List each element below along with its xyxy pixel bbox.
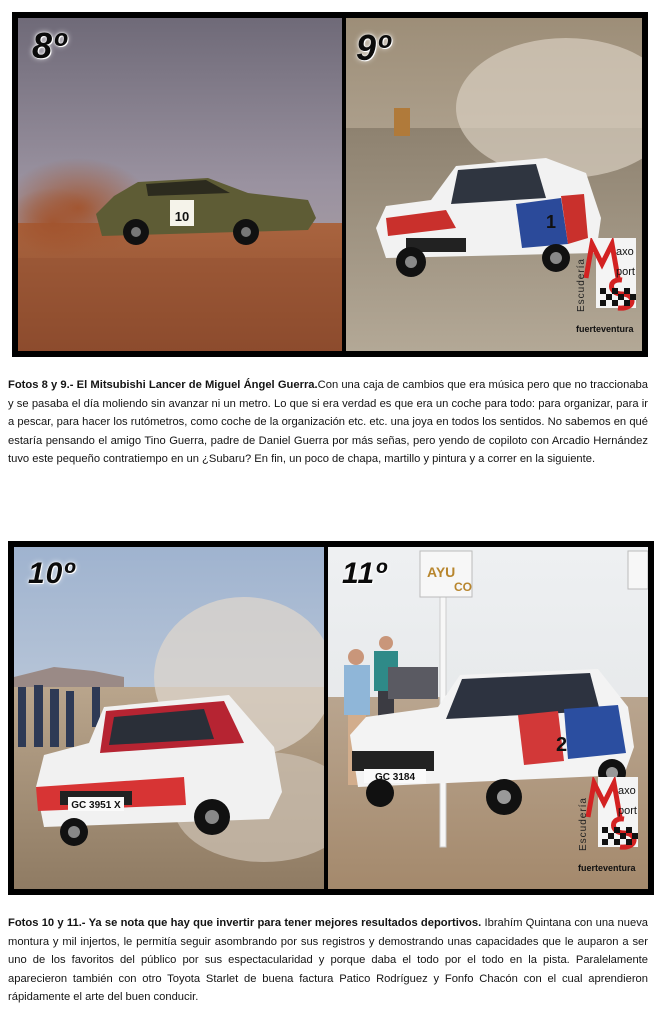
logo-side-text: Escudería bbox=[576, 258, 587, 313]
photo-frame-1 bbox=[12, 12, 648, 357]
caption-1 bbox=[8, 376, 648, 469]
logo-word-port-2: port bbox=[618, 805, 637, 817]
caption-1-title: Fotos 8 y 9.- El Mitsubishi Lancer de Miguel Ángel Guerra. bbox=[8, 379, 318, 391]
caption-2-title: Fotos 10 y 11.- Ya se nota que hay que invertir para tener mejores resultados deportivos. bbox=[8, 917, 482, 929]
maxosport-logo-2 bbox=[578, 777, 640, 873]
car-9-number: 1 bbox=[546, 212, 557, 232]
logo-footer-text: fuerteventura bbox=[576, 324, 634, 334]
photo-number-10: 10º bbox=[28, 557, 76, 590]
photo-8-image bbox=[18, 18, 342, 351]
caption-2 bbox=[8, 914, 648, 1007]
car-11-plate: GC 3184 bbox=[374, 772, 416, 783]
photo-frame-2 bbox=[8, 541, 654, 895]
caption-2-body: Ibrahím Quintana con una nueva montura y mil injertos, le permitía seguir asombrando por sus registros y demostrando unas capacidades que le auparon a ser uno de los favoritos del público por sus espectacularidad y porque daba el todo por el todo en la pista. Paralelamente aparecieron también con otro Toyota Starlet de buena factura Patico Rodríguez y Fonfo Chacón con el cual aprendieron rápidamente el arte del buen conducir. bbox=[8, 917, 649, 1003]
banner-text: AYU bbox=[427, 564, 456, 580]
photo-10 bbox=[14, 547, 324, 889]
photo-number-11: 11º bbox=[342, 557, 388, 590]
photo-8 bbox=[18, 18, 342, 351]
photo-number-9: 9º bbox=[356, 27, 392, 68]
car-11-number: 2 bbox=[556, 734, 568, 756]
photo-number-8: 8º bbox=[32, 25, 68, 66]
logo-word-port: port bbox=[616, 266, 635, 278]
car-8-number: 10 bbox=[174, 209, 190, 224]
maxosport-logo-1 bbox=[576, 238, 638, 334]
car-10-plate: GC 3951 X bbox=[71, 800, 121, 811]
logo-word-axo: axo bbox=[616, 246, 634, 258]
photo-9 bbox=[346, 18, 642, 351]
logo-footer-text-2: fuerteventura bbox=[578, 863, 636, 873]
logo-side-text-2: Escudería bbox=[578, 797, 589, 852]
banner-text-2: CO bbox=[454, 580, 472, 594]
photo-11 bbox=[328, 547, 648, 889]
photo-10-image bbox=[14, 547, 324, 889]
logo-word-axo-2: axo bbox=[618, 785, 636, 797]
caption-1-body: Con una caja de cambios que era música pero que no traccionaba y se pasaba el día moliendo sin avanzar ni un metro. Lo que si era verdad es que era un coche para todo: para organizar, para ir a pescar, para hacer los rutómetros, como coche de la organización etc. etc. una joya en todos los sentidos. No sabemos en qué estaría pensando el amigo Tino Guerra, padre de Daniel Guerra por más señas, pero yendo de copiloto con Arcadio Hernández tuvo este pequeño contratiempo en un ¿Subaru? En fin, un poco de chapa, martillo y pintura y a correr en la siguiente. bbox=[8, 379, 648, 465]
